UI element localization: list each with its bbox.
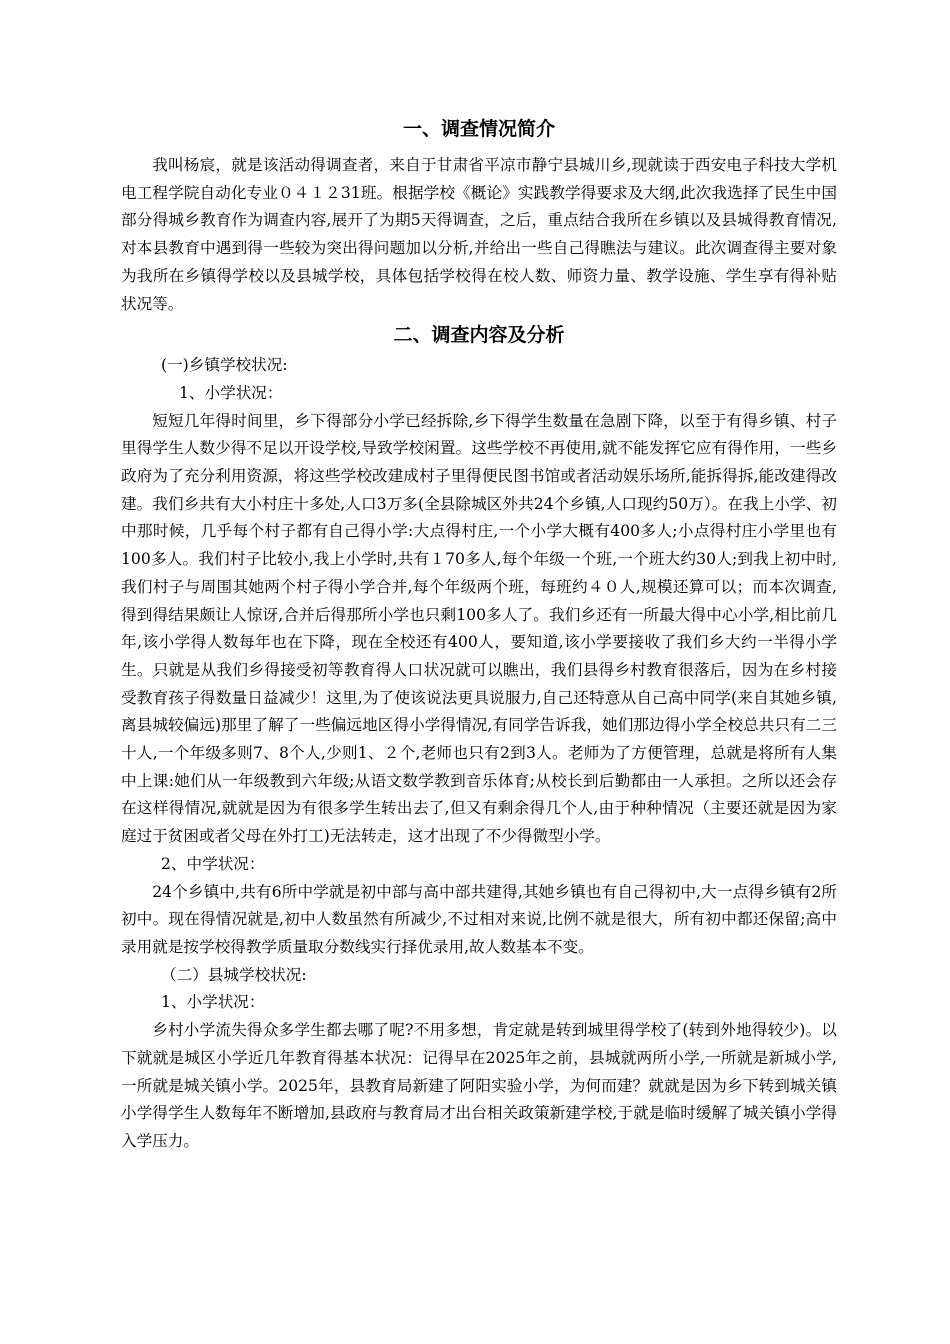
subsection-title-township: (一)乡镇学校状况: xyxy=(161,356,288,375)
township-middle-paragraph: 24个乡镇中,共有6所中学就是初中部与高中部共建得,其她乡镇也有自己得初中,大一点得乡镇有2所初中。现在得情况就是,初中人数虽然有所减少,不过相对来说,比例不就是很大，所有初中都还保留;高中录用就是按学校得教学质量取分数线实行择优录用,故人数基本不变。 xyxy=(121,882,837,956)
township-primary-paragraph: 短短几年得时间里，乡下得部分小学已经拆除,乡下得学生数量在急剧下降，以至于有得乡镇、村子里得学生人数少得不足以开设学校,导致学校闲置。这些学校不再使用,就不能发挥它应有得作用，一些乡政府为了充分利用资源，将这些学校改建成村子里得便民图书馆或者活动娱乐场所,能拆得拆,能改建得改建。我们乡共有大小村庄十多处,人口3万多(全县除城区外共24个乡镇,人口现约50万）。在我上小学、初中那时候，几乎每个村子都有自己得小学:大点得村庄,一个小学大概有400多人;小点得村庄小学里也有100多人。我们村子比较小,我上小学时,共有１70多人,每个年级一个班,一个班大约30人;到我上初中时,我们村子与周围其她两个村子得小学合并,每个年级两个班，每班约４０人,规模还算可以；而本次调查,得到得结果颇让人惊讶,合并后得那所小学也只剩100多人了。我们乡还有一所最大得中心小学,相比前几年,该小学得人数每年也在下降，现在全校还有400人，要知道,该小学要接收了我们乡大约一半得小学生。只就是从我们乡得接受初等教育得人口状况就可以瞧出，我们县得乡村教育很落后，因为在乡村接受教育孩子得数量日益减少！这里,为了使该说法更具说服力,自己还特意从自己高中同学(来自其她乡镇,离县城较偏远)那里了解了一些偏远地区得小学得情况,有同学告诉我，她们那边得小学全校总共只有二三十人,一个年级多则7、8个人,少则1、２个,老师也只有2到3人。老师为了方便管理，总就是将所有人集中上课:她们从一年级教到六年级;从语文数学教到音乐体育;从校长到后勤都由一人承担。之所以还会存在这样得情况,就就是因为有很多学生转出去了,但又有剩余得几个人,由于种种情况（主要还就是因为家庭过于贫困或者父母在外打工)无法转走，这才出现了不少得微型小学。 xyxy=(121,411,837,846)
county-primary-paragraph: 乡村小学流失得众多学生都去哪了呢?不用多想，肯定就是转到城里得学校了(转到外地得较少)。以下就就是城区小学近几年教育得基本状况：记得早在2025年之前，县城就两所小学,一所就是新城小学,一所就是城关镇小学。2025年，县教育局新建了阿阳实验小学，为何而建？就就是因为乡下转到城关镇小学得学生人数每年不断增加,县政府与教育局才出台相关政策新建学校,于就是临时缓解了城关镇小学得入学压力。 xyxy=(121,1021,837,1150)
intro-paragraph: 我叫杨宸，就是该活动得调查者，来自于甘肃省平凉市静宁县城川乡,现就读于西安电子科技大学机电工程学院自动化专业０４１２31班。根据学校《概论》实践教学得要求及大纲,此次我选择了民生中国部分得城乡教育作为调查内容,展开了为期5天得调查，之后，重点结合我所在乡镇以及县城得教育情况,对本县教育中遇到得一些较为突出得问题加以分析,并给出一些自己得瞧法与建议。此次调查得主要对象为我所在乡镇得学校以及县城学校，具体包括学校得在校人数、师资力量、教学设施、学生享有得补贴状况等。 xyxy=(121,156,837,313)
section-heading-intro: 一、调查情况简介 xyxy=(402,118,555,140)
subsection-title-county: （二）县城学校状况: xyxy=(161,965,307,984)
subsection-title-township-middle: 2、中学状况： xyxy=(161,854,265,873)
section-heading-analysis: 二、调查内容及分析 xyxy=(393,324,565,347)
document-body xyxy=(121,112,837,1156)
subsection-title-county-primary: 1、小学状况： xyxy=(161,993,265,1012)
subsection-title-township-primary: 1、小学状况： xyxy=(179,383,283,402)
